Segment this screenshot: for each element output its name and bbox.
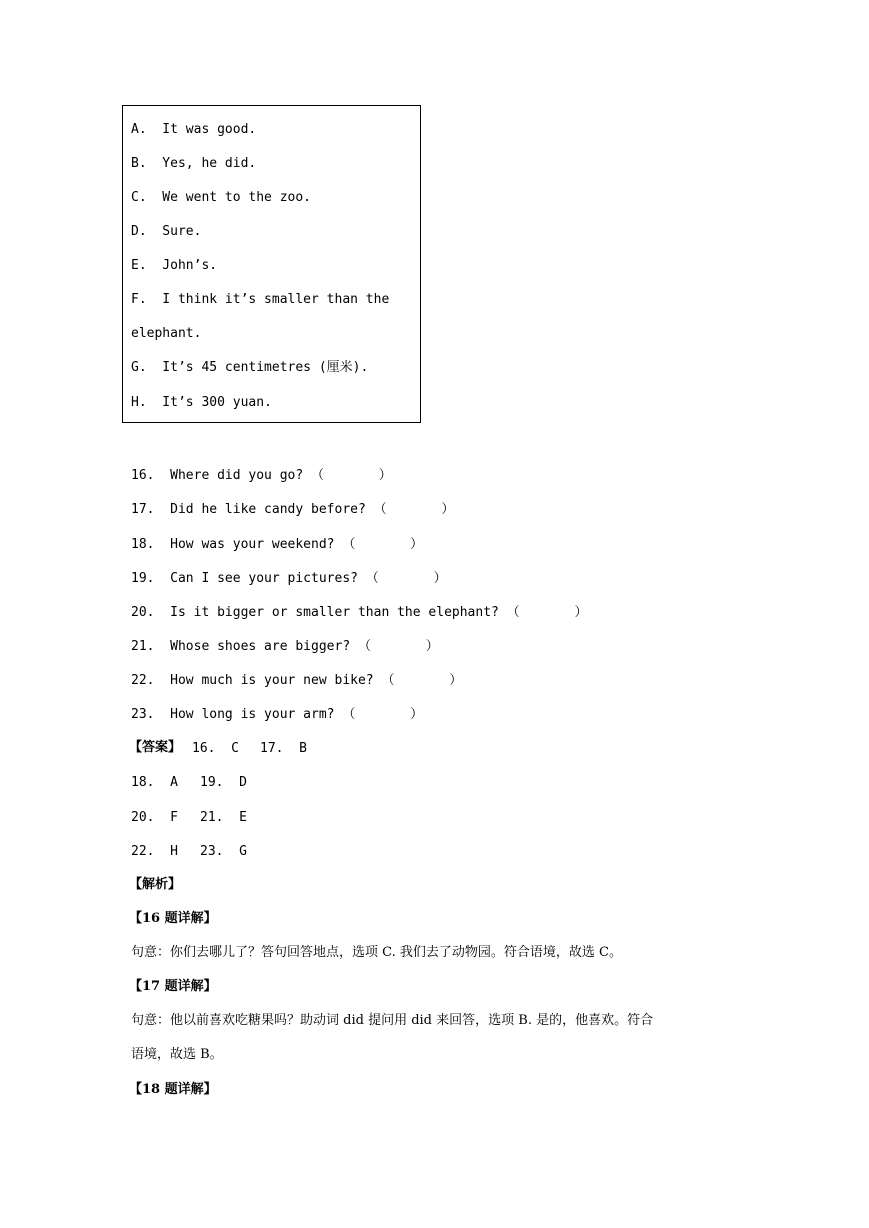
answer-22: 22. H: [131, 844, 178, 859]
analysis-heading-18: 【18 题详解】: [129, 1082, 217, 1097]
options-box: [122, 105, 421, 423]
question-19: 19. Can I see your pictures? （ ）: [131, 571, 447, 586]
option-f: F. I think it’s smaller than the: [131, 292, 390, 307]
option-h: H. It’s 300 yuan.: [131, 395, 272, 410]
answer-18: 18. A: [131, 775, 178, 790]
analysis-heading-16: 【16 题详解】: [129, 911, 217, 926]
option-a: A. It was good.: [131, 122, 257, 137]
analysis-label: 【解析】: [129, 877, 182, 892]
option-b: B. Yes, he did.: [131, 156, 257, 171]
question-22: 22. How much is your new bike? （ ）: [131, 673, 463, 688]
question-16: 16. Where did you go? （ ）: [131, 468, 392, 483]
question-23: 23. How long is your arm? （ ）: [131, 707, 424, 722]
analysis-text-17-line2: 语境，故选 B。: [131, 1047, 223, 1062]
question-21: 21. Whose shoes are bigger? （ ）: [131, 639, 439, 654]
answer-17: 17. B: [260, 741, 307, 756]
option-d: D. Sure.: [131, 224, 202, 239]
answer-23: 23. G: [200, 844, 247, 859]
analysis-text-17-line1: 句意：他以前喜欢吃糖果吗？助动词 did 提问用 did 来回答，选项 B. 是的，他喜欢。符合: [131, 1013, 654, 1028]
option-f-continued: elephant.: [131, 326, 202, 341]
option-e: E. John’s.: [131, 258, 218, 273]
analysis-heading-17: 【17 题详解】: [129, 979, 217, 994]
answer-21: 21. E: [200, 810, 247, 825]
question-18: 18. How was your weekend? （ ）: [131, 537, 424, 552]
question-17: 17. Did he like candy before? （ ）: [131, 502, 455, 517]
option-g: G. It’s 45 centimetres (厘米).: [131, 360, 369, 375]
analysis-text-16: 句意：你们去哪儿了？答句回答地点，选项 C. 我们去了动物园。符合语境，故选 C。: [131, 945, 622, 960]
answer-20: 20. F: [131, 810, 178, 825]
answer-16: 16. C: [192, 741, 239, 756]
option-c: C. We went to the zoo.: [131, 190, 312, 205]
answer-label: 【答案】: [129, 740, 182, 755]
question-20: 20. Is it bigger or smaller than the elephant? （ ）: [131, 605, 588, 620]
answer-19: 19. D: [200, 775, 247, 790]
